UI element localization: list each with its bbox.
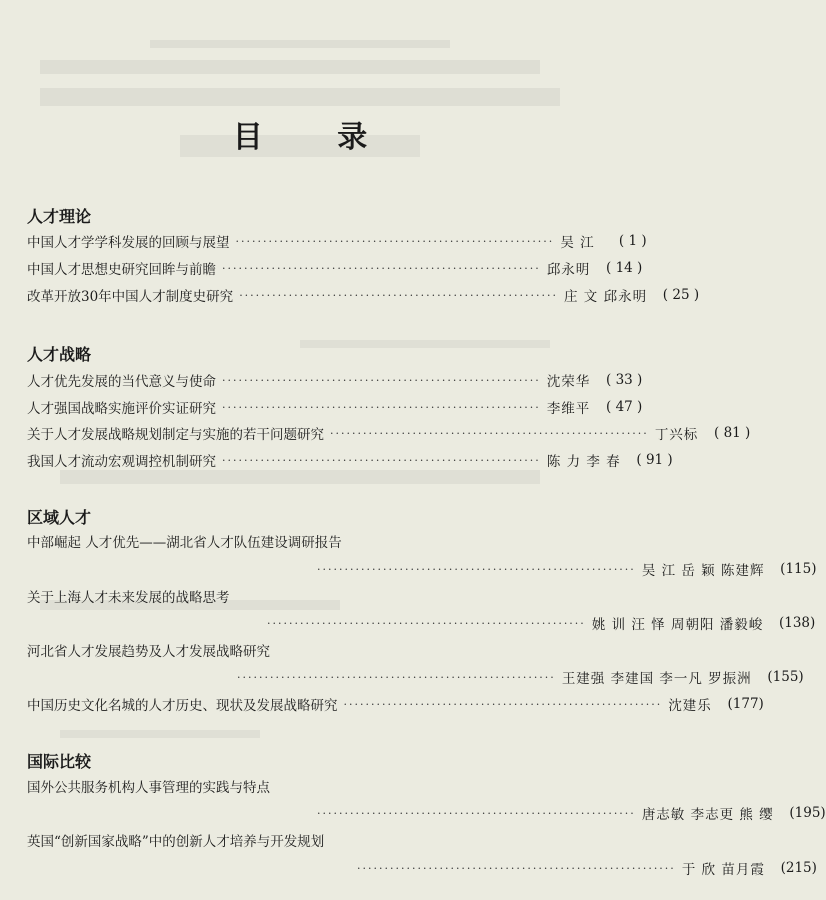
entry-title: 中国人才思想史研究回眸与前瞻: [27, 262, 216, 278]
entry-author: 李维平: [546, 401, 591, 417]
entry-page: (115): [780, 561, 817, 577]
entry-page: ( 33 ): [606, 372, 643, 388]
entry-title: 河北省人才发展趋势及人才发展战略研究: [27, 644, 270, 660]
entry-author: 于 欣 苗月霞: [681, 862, 765, 878]
toc-entry[interactable]: [27, 284, 700, 306]
dot-leader: ··························································: [330, 426, 649, 440]
toc-entry-author-line[interactable]: [27, 558, 817, 580]
entry-author: 姚 训 汪 怿 周朝阳 潘毅峻: [591, 617, 764, 633]
toc-entry-author-line[interactable]: [27, 802, 826, 824]
page-title: 目 录: [232, 120, 400, 155]
entry-title: 我国人才流动宏观调控机制研究: [27, 454, 216, 470]
toc-entry-title-line[interactable]: [27, 530, 572, 552]
toc-entry[interactable]: [27, 230, 647, 252]
dot-leader: ··························································: [317, 806, 636, 820]
dot-leader: ··························································: [239, 288, 558, 302]
dot-leader: ··························································: [235, 234, 555, 248]
entry-author: 唐志敏 李志更 熊 缨: [641, 807, 774, 823]
toc-entry-title-line[interactable]: [27, 829, 572, 851]
section-heading: 区域人才: [27, 508, 92, 527]
section-heading: 人才战略: [27, 345, 92, 364]
entry-author: 沈建乐: [668, 698, 712, 714]
toc-entry-title-line[interactable]: [27, 775, 572, 797]
dot-leader: ··························································: [222, 261, 541, 275]
entry-title: 关于人才发展战略规划制定与实施的若干问题研究: [27, 427, 324, 443]
toc-entry-author-line[interactable]: [27, 612, 816, 634]
entry-page: ( 1 ): [618, 233, 647, 249]
section-heading: 国际比较: [27, 752, 92, 771]
entry-page: ( 47 ): [606, 399, 643, 415]
entry-author: 邱永明: [546, 262, 591, 278]
entry-author: 吴 江: [560, 235, 595, 251]
entry-page: ( 25 ): [662, 287, 700, 303]
entry-title: 中国历史文化名城的人才历史、现状及发展战略研究: [27, 698, 338, 714]
entry-title: 英国“创新国家战略”中的创新人才培养与开发规划: [27, 834, 325, 850]
dot-leader: ··························································: [317, 562, 636, 576]
entry-page: (195): [789, 805, 826, 821]
entry-page: ( 81 ): [714, 425, 751, 441]
entry-author: 庄 文 邱永明: [564, 289, 648, 305]
entry-page: (215): [780, 860, 817, 876]
toc-entry[interactable]: [27, 693, 764, 715]
entry-title: 关于上海人才未来发展的战略思考: [27, 590, 230, 606]
entry-author: 吴 江 岳 颖 陈建辉: [641, 563, 765, 579]
toc-entry[interactable]: [27, 369, 643, 391]
entry-title: 中国人才学学科发展的回顾与展望: [27, 235, 230, 251]
dot-leader: ··························································: [222, 453, 541, 467]
dot-leader: ··························································: [222, 400, 541, 414]
entry-page: (138): [778, 615, 816, 631]
dot-leader: ··························································: [357, 861, 676, 875]
entry-author: 沈荣华: [546, 374, 591, 390]
entry-author: 丁兴标: [654, 427, 699, 443]
entry-author: 陈 力 李 春: [546, 454, 621, 470]
toc-entry[interactable]: [27, 449, 673, 471]
dot-leader: ··························································: [267, 616, 586, 630]
dot-leader: ··························································: [343, 697, 663, 711]
entry-author: 王建强 李建国 李一凡 罗振洲: [561, 671, 752, 687]
entry-page: ( 91 ): [636, 452, 673, 468]
toc-entry[interactable]: [27, 257, 643, 279]
section-heading: 人才理论: [27, 207, 92, 226]
toc-entry-author-line[interactable]: [27, 666, 804, 688]
toc-entry[interactable]: [27, 422, 751, 444]
entry-title: 中部崛起 人才优先——湖北省人才队伍建设调研报告: [27, 535, 342, 551]
entry-page: (177): [727, 696, 764, 712]
entry-title: 改革开放30年中国人才制度史研究: [27, 289, 234, 305]
toc-entry-author-line[interactable]: [27, 857, 817, 879]
dot-leader: ··························································: [222, 373, 541, 387]
entry-page: ( 14 ): [606, 260, 643, 276]
toc-entry-title-line[interactable]: [27, 585, 572, 607]
entry-title: 人才优先发展的当代意义与使命: [27, 374, 216, 390]
entry-title: 国外公共服务机构人事管理的实践与特点: [27, 780, 270, 796]
toc-entry-title-line[interactable]: [27, 639, 572, 661]
dot-leader: ··························································: [237, 670, 556, 684]
toc-entry[interactable]: [27, 396, 643, 418]
entry-title: 人才强国战略实施评价实证研究: [27, 401, 216, 417]
entry-page: (155): [767, 669, 804, 685]
